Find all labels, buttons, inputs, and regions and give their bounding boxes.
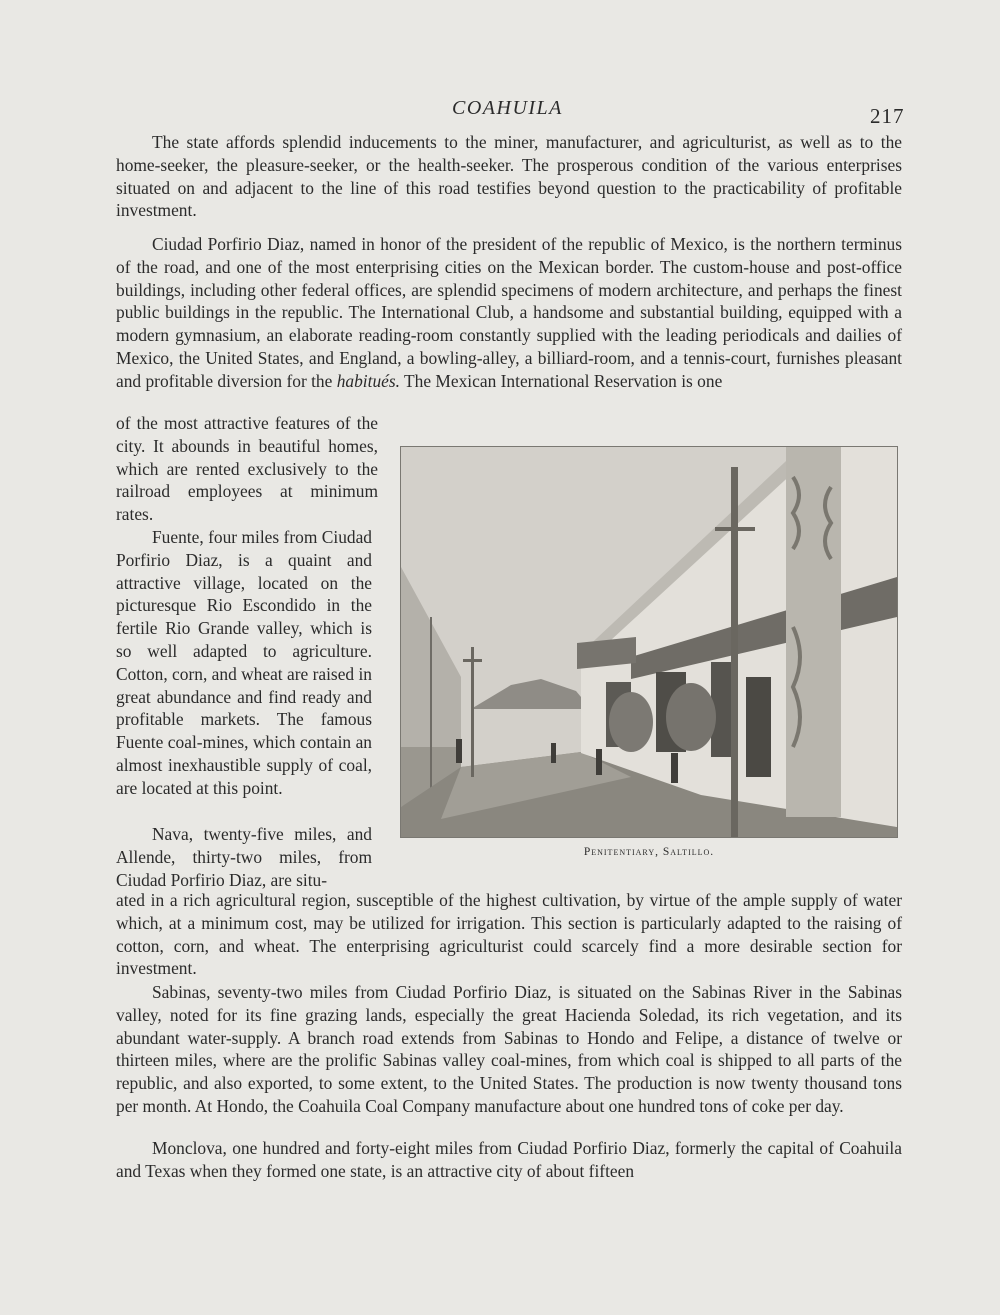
paragraph-text: The Mexican International Reservation is one bbox=[404, 370, 723, 391]
penitentiary-photo bbox=[400, 446, 898, 838]
paragraph-nava-allende: Nava, twenty-five miles, and Allende, thirty-two miles, from Ciudad Porfirio Diaz, are situ- bbox=[116, 824, 372, 890]
paragraph-sabinas: Sabinas, seventy-two miles from Ciudad Porfirio Diaz, is situated on the Sabinas River in the Sabinas valley, noted for its fine grazing lands, especially the great Hacienda Soledad, its rich vegetation, and its abundant water-supply. A branch road extends from Sabinas to Hondo and Felipe, a distance of twelve or thirteen miles, where are the prolific Sabinas valley coal-mines, from which coal is shipped to all parts of the republic, and also exported, to some extent, to the United States. The production is now twenty thousand tons per month. At Hondo, the Coahuila Coal Company manufacture about one hundred tons of coke per day. bbox=[116, 982, 902, 1116]
paragraph-state-inducements: The state affords splendid inducements to the miner, manufacturer, and agriculturist, as well as to the home-seeker, the pleasure-seeker, or the health-seeker. The prosperous condition of the various enterprises situated on and adjacent to the line of this road testifies beyond question to the practicability of profitable investment. bbox=[116, 132, 902, 221]
italic-term: habitués. bbox=[336, 370, 400, 391]
page-number: 217 bbox=[870, 104, 905, 128]
paragraph-monclova: Monclova, one hundred and forty-eight miles from Ciudad Porfirio Diaz, formerly the capital of Coahuila and Texas when they formed one state, is an attractive city of about fifteen bbox=[116, 1138, 902, 1181]
penitentiary-illustration bbox=[401, 447, 897, 837]
paragraph-reservation-continued: of the most attractive features of the city. It abounds in beautiful homes, which are rented exclusively to the railroad employees at minimum rates. bbox=[116, 413, 378, 525]
photo-caption: Penitentiary, Saltillo. bbox=[583, 846, 715, 858]
paragraph-nava-allende-continued: ated in a rich agricultural region, susceptible of the highest cultivation, by virtue of the ample supply of water which, at a minimum cost, may be utilized for irrigation. This section is particularly adapted to the raising of cotton, corn, and wheat. The enterprising agriculturist could scarcely find a more desirable section for investment. bbox=[116, 890, 902, 979]
paragraph-ciudad-porfirio-diaz bbox=[116, 233, 902, 393]
paragraph-fuente: Fuente, four miles from Ciudad Porfirio Diaz, is a quaint and attractive village, located on the picturesque Rio Escondido in the fertile Rio Grande valley, which is so well adapted to agriculture. Cotton, corn, and wheat are raised in great abundance and find ready and profitable markets. The famous Fuente coal-mines, which contain an almost inexhaustible supply of coal, are located at this point. bbox=[116, 527, 372, 798]
running-title: COAHUILA bbox=[452, 97, 563, 119]
paragraph-text: Ciudad Porfirio Diaz, named in honor of the president of the republic of Mexico, is the northern terminus of the road, and one of the most enterprising cities on the Mexican border. The custom-house and post-office buildings, including other federal offices, are splendid specimens of modern architecture, and perhaps the finest public buildings in the republic. The International Club, a handsome and substantial building, equipped with a modern gymnasium, an elaborate reading-room constantly supplied with the leading periodicals and dailies of Mexico, the United States, and England, a bowling-alley, a billiard-room, and a tennis-court, furnishes pleasant and profitable diversion for the bbox=[116, 234, 902, 391]
